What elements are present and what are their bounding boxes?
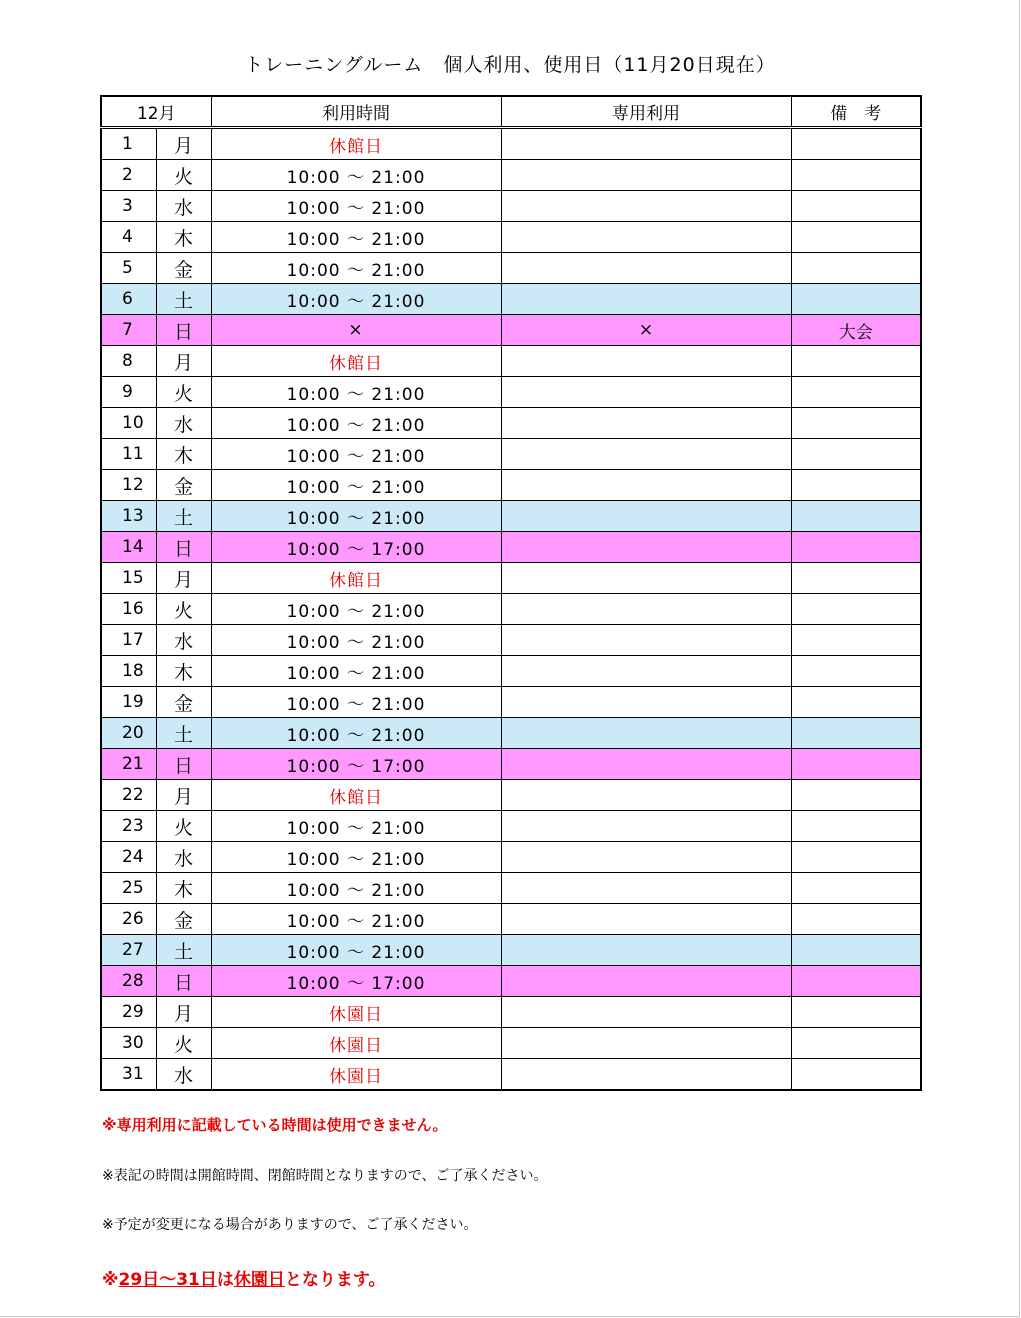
day-cell: 3: [101, 191, 156, 222]
table-row: [101, 656, 921, 687]
time-cell: 休館日: [211, 563, 501, 594]
time-cell: 10:00 ～ 17:00: [211, 966, 501, 997]
note-cell: [791, 128, 921, 160]
weekday-cell: 木: [156, 656, 211, 687]
weekday-cell: 日: [156, 966, 211, 997]
time-cell: 10:00 ～ 21:00: [211, 284, 501, 315]
exclusive-cell: [501, 284, 791, 315]
table-row: [101, 408, 921, 439]
weekday-cell: 金: [156, 253, 211, 284]
time-cell: 10:00 ～ 21:00: [211, 656, 501, 687]
weekday-cell: 火: [156, 594, 211, 625]
weekday-cell: 火: [156, 377, 211, 408]
time-cell: 休園日: [211, 1059, 501, 1091]
note-cell: [791, 377, 921, 408]
time-cell: 10:00 ～ 21:00: [211, 160, 501, 191]
time-cell: 10:00 ～ 21:00: [211, 625, 501, 656]
weekday-cell: 水: [156, 408, 211, 439]
day-cell: 26: [101, 904, 156, 935]
note-cell: [791, 222, 921, 253]
exclusive-cell: [501, 346, 791, 377]
weekday-cell: 月: [156, 128, 211, 160]
table-row: [101, 687, 921, 718]
day-cell: 23: [101, 811, 156, 842]
weekday-cell: 金: [156, 470, 211, 501]
note-cell: [791, 408, 921, 439]
time-cell: 10:00 ～ 21:00: [211, 718, 501, 749]
note-cell: [791, 811, 921, 842]
day-cell: 12: [101, 470, 156, 501]
day-cell: 18: [101, 656, 156, 687]
table-row: [101, 253, 921, 284]
time-cell: 10:00 ～ 21:00: [211, 811, 501, 842]
time-cell: 10:00 ～ 21:00: [211, 842, 501, 873]
day-cell: 17: [101, 625, 156, 656]
table-row: [101, 532, 921, 563]
note-exclusive-warning: ※専用利用に記載している時間は使用できません。: [102, 1116, 448, 1134]
time-cell: 10:00 ～ 21:00: [211, 594, 501, 625]
exclusive-cell: [501, 904, 791, 935]
table-row: [101, 377, 921, 408]
note-cell: [791, 1059, 921, 1091]
weekday-cell: 水: [156, 625, 211, 656]
weekday-cell: 火: [156, 160, 211, 191]
note-cell: [791, 439, 921, 470]
header-note: 備 考: [791, 96, 921, 128]
page-title: トレーニングルーム 個人利用、使用日（11月20日現在）: [244, 54, 776, 76]
note-prefix: ※: [102, 1270, 119, 1290]
table-row: [101, 966, 921, 997]
time-cell: 10:00 ～ 21:00: [211, 501, 501, 532]
note-hours: ※表記の時間は開館時間、閉館時間となりますので、ご了承ください。: [102, 1168, 548, 1184]
note-cell: [791, 253, 921, 284]
day-cell: 19: [101, 687, 156, 718]
exclusive-cell: [501, 625, 791, 656]
exclusive-cell: [501, 191, 791, 222]
note-cell: [791, 346, 921, 377]
day-cell: 21: [101, 749, 156, 780]
note-cell: [791, 687, 921, 718]
header-time: 利用時間: [211, 96, 501, 128]
time-cell: 10:00 ～ 21:00: [211, 904, 501, 935]
weekday-cell: 金: [156, 687, 211, 718]
table-row: [101, 780, 921, 811]
table-row: [101, 501, 921, 532]
weekday-cell: 日: [156, 532, 211, 563]
time-cell: 10:00 ～ 21:00: [211, 222, 501, 253]
time-cell: 休園日: [211, 1028, 501, 1059]
table-row: [101, 811, 921, 842]
note-cell: [791, 532, 921, 563]
weekday-cell: 土: [156, 284, 211, 315]
time-cell: 10:00 ～ 21:00: [211, 191, 501, 222]
note-cell: [791, 966, 921, 997]
table-header-row: [101, 96, 921, 128]
note-changes: ※予定が変更になる場合がありますので、ご了承ください。: [102, 1217, 478, 1233]
table-row: [101, 718, 921, 749]
note-cell: [791, 501, 921, 532]
exclusive-cell: [501, 501, 791, 532]
header-month: 12月: [101, 96, 211, 128]
note-cell: [791, 470, 921, 501]
exclusive-cell: [501, 470, 791, 501]
note-cell: [791, 842, 921, 873]
day-cell: 13: [101, 501, 156, 532]
day-cell: 20: [101, 718, 156, 749]
day-cell: 24: [101, 842, 156, 873]
exclusive-cell: [501, 749, 791, 780]
exclusive-cell: [501, 563, 791, 594]
day-cell: 11: [101, 439, 156, 470]
table-row: [101, 997, 921, 1028]
table-row: [101, 1028, 921, 1059]
time-cell: 10:00 ～ 21:00: [211, 935, 501, 966]
exclusive-cell: [501, 408, 791, 439]
table-row: [101, 594, 921, 625]
day-cell: 7: [101, 315, 156, 346]
table-row: [101, 470, 921, 501]
exclusive-cell: [501, 222, 791, 253]
table-row: [101, 346, 921, 377]
weekday-cell: 水: [156, 842, 211, 873]
weekday-cell: 月: [156, 346, 211, 377]
weekday-cell: 火: [156, 811, 211, 842]
day-cell: 28: [101, 966, 156, 997]
note-cell: 大会: [791, 315, 921, 346]
time-cell: 10:00 ～ 21:00: [211, 253, 501, 284]
table-row: [101, 625, 921, 656]
time-cell: ×: [211, 315, 501, 346]
note-cell: [791, 904, 921, 935]
note-cell: [791, 594, 921, 625]
weekday-cell: 火: [156, 1028, 211, 1059]
time-cell: 休園日: [211, 997, 501, 1028]
table-row: [101, 191, 921, 222]
exclusive-cell: [501, 439, 791, 470]
day-cell: 30: [101, 1028, 156, 1059]
table-row: [101, 284, 921, 315]
time-cell: 10:00 ～ 17:00: [211, 532, 501, 563]
day-cell: 4: [101, 222, 156, 253]
weekday-cell: 土: [156, 718, 211, 749]
day-cell: 6: [101, 284, 156, 315]
note-closed-days: [102, 1265, 922, 1290]
exclusive-cell: [501, 377, 791, 408]
day-cell: 2: [101, 160, 156, 191]
weekday-cell: 金: [156, 904, 211, 935]
time-cell: 休館日: [211, 780, 501, 811]
day-cell: 15: [101, 563, 156, 594]
table-row: [101, 904, 921, 935]
note-cell: [791, 191, 921, 222]
table-row: [101, 315, 921, 346]
exclusive-cell: [501, 966, 791, 997]
schedule-table: [100, 95, 922, 1091]
table-row: [101, 935, 921, 966]
time-cell: 休館日: [211, 128, 501, 160]
note-cell: [791, 718, 921, 749]
day-cell: 27: [101, 935, 156, 966]
header-exclusive: 専用利用: [501, 96, 791, 128]
weekday-cell: 水: [156, 191, 211, 222]
note-closed-label: 休園日: [233, 1270, 285, 1290]
exclusive-cell: [501, 253, 791, 284]
note-cell: [791, 625, 921, 656]
note-cell: [791, 160, 921, 191]
note-cell: [791, 284, 921, 315]
day-cell: 9: [101, 377, 156, 408]
day-cell: 22: [101, 780, 156, 811]
weekday-cell: 月: [156, 780, 211, 811]
note-cell: [791, 656, 921, 687]
exclusive-cell: [501, 718, 791, 749]
time-cell: 10:00 ～ 17:00: [211, 749, 501, 780]
time-cell: 10:00 ～ 21:00: [211, 377, 501, 408]
exclusive-cell: [501, 594, 791, 625]
note-cell: [791, 1028, 921, 1059]
exclusive-cell: [501, 997, 791, 1028]
weekday-cell: 日: [156, 749, 211, 780]
exclusive-cell: [501, 780, 791, 811]
day-cell: 1: [101, 128, 156, 160]
table-row: [101, 842, 921, 873]
day-cell: 14: [101, 532, 156, 563]
weekday-cell: 土: [156, 501, 211, 532]
exclusive-cell: [501, 873, 791, 904]
weekday-cell: 水: [156, 1059, 211, 1091]
table-row: [101, 160, 921, 191]
exclusive-cell: ×: [501, 315, 791, 346]
table-row: [101, 128, 921, 160]
time-cell: 10:00 ～ 21:00: [211, 873, 501, 904]
day-cell: 29: [101, 997, 156, 1028]
weekday-cell: 木: [156, 222, 211, 253]
table-row: [101, 873, 921, 904]
exclusive-cell: [501, 687, 791, 718]
note-cell: [791, 935, 921, 966]
note-range: 29日～31日: [118, 1270, 217, 1290]
time-cell: 10:00 ～ 21:00: [211, 439, 501, 470]
exclusive-cell: [501, 532, 791, 563]
weekday-cell: 木: [156, 439, 211, 470]
day-cell: 10: [101, 408, 156, 439]
time-cell: 10:00 ～ 21:00: [211, 470, 501, 501]
table-row: [101, 439, 921, 470]
exclusive-cell: [501, 160, 791, 191]
weekday-cell: 日: [156, 315, 211, 346]
table-row: [101, 749, 921, 780]
table-row: [101, 1059, 921, 1091]
day-cell: 5: [101, 253, 156, 284]
exclusive-cell: [501, 128, 791, 160]
time-cell: 10:00 ～ 21:00: [211, 408, 501, 439]
exclusive-cell: [501, 1059, 791, 1091]
exclusive-cell: [501, 842, 791, 873]
note-mid: は: [216, 1270, 234, 1290]
table-row: [101, 563, 921, 594]
day-cell: 25: [101, 873, 156, 904]
exclusive-cell: [501, 656, 791, 687]
weekday-cell: 土: [156, 935, 211, 966]
exclusive-cell: [501, 935, 791, 966]
note-cell: [791, 563, 921, 594]
time-cell: 10:00 ～ 21:00: [211, 687, 501, 718]
day-cell: 31: [101, 1059, 156, 1091]
day-cell: 16: [101, 594, 156, 625]
weekday-cell: 月: [156, 563, 211, 594]
day-cell: 8: [101, 346, 156, 377]
note-cell: [791, 780, 921, 811]
time-cell: 休館日: [211, 346, 501, 377]
note-cell: [791, 749, 921, 780]
note-cell: [791, 997, 921, 1028]
note-cell: [791, 873, 921, 904]
table-row: [101, 222, 921, 253]
weekday-cell: 月: [156, 997, 211, 1028]
note-suffix: となります。: [284, 1270, 386, 1290]
exclusive-cell: [501, 811, 791, 842]
weekday-cell: 木: [156, 873, 211, 904]
exclusive-cell: [501, 1028, 791, 1059]
